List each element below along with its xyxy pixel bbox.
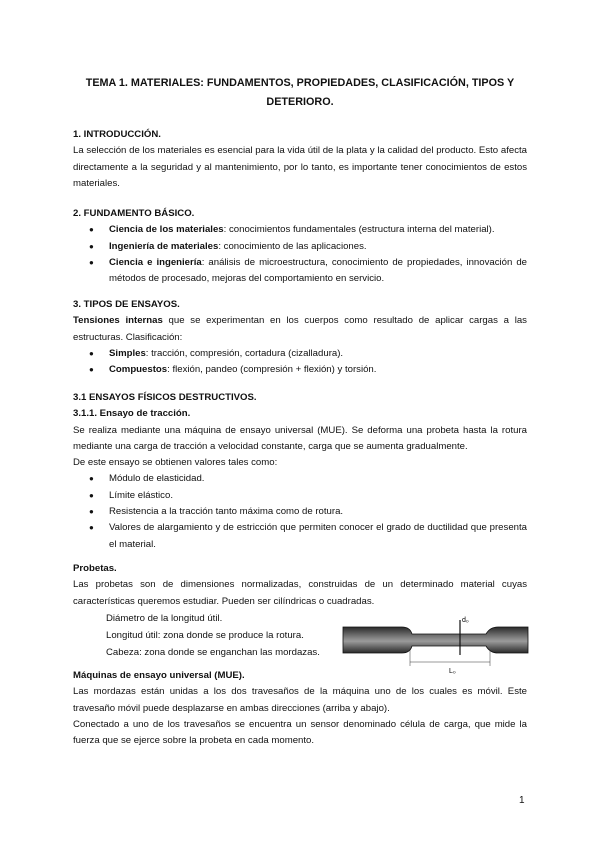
title-line-1: TEMA 1. MATERIALES: FUNDAMENTOS, PROPIEDADES, CLASIFICACIÓN, TIPOS Y (85, 77, 515, 89)
term: Ciencia de los materiales (109, 224, 224, 236)
specimen-shape (343, 627, 528, 653)
section-paragraph: De este ensayo se obtienen valores tales como: (73, 457, 278, 469)
definition: : flexión, pandeo (compresión + flexión) y torsión. (167, 364, 377, 376)
term: Simples (109, 347, 146, 359)
list-item: ● Módulo de elasticidad. (73, 471, 527, 487)
definition: que se experimentan en los cuerpos como resultado de aplicar cargas a las estructuras. Clasificación: (73, 315, 527, 343)
list-item: ● Límite elástico. (73, 488, 527, 504)
diameter-label: d₀ (462, 617, 469, 624)
term: Compuestos (109, 364, 168, 376)
section-ensayos-destructivos (73, 390, 527, 553)
section-paragraph: Las mordazas están unidas a los dos travesaños de la máquina uno de los cuales es móvil. Este travesaño móvil puede desplazarse en ambas direcciones (arriba y abajo). (73, 686, 527, 714)
section-paragraph: Las probetas son de dimensiones normalizadas, construidas de un determinado material cuyas características queremos estudiar. Pueden ser cilíndricas o cuadradas. (73, 579, 527, 607)
term: Tensiones internas (73, 315, 163, 327)
section-mue (73, 668, 527, 749)
list-item (73, 346, 527, 362)
definition: : análisis de microestructura, conocimiento de propiedades, innovación de métodos de procesado, mejoras del comportamiento en servicio. (109, 256, 527, 285)
section-probetas (73, 561, 527, 610)
section-heading: 1. INTRODUCCIÓN. (73, 129, 161, 140)
term: Ingeniería de materiales (109, 240, 219, 252)
list-item (73, 255, 527, 288)
list-item (73, 222, 527, 238)
section-paragraph: Se realiza mediante una máquina de ensayo universal (MUE). Se deforma una probeta hasta la rotura mediante una carga de tracción a velocidad constante, carga que se aumenta gradualmente. (73, 424, 527, 452)
probeta-diagram (340, 610, 530, 676)
page-number: 1 (519, 795, 525, 806)
term: Ciencia e ingeniería (109, 256, 202, 268)
definition: : conocimiento de las aplicaciones. (218, 240, 367, 252)
bullet-list (73, 222, 527, 287)
section-heading: 2. FUNDAMENTO BÁSICO. (73, 208, 195, 219)
list-item: ● Valores de alargamiento y de estricción que permiten conocer el grado de ductilidad que presenta el material. (73, 520, 527, 553)
section-heading: 3.1 ENSAYOS FÍSICOS DESTRUCTIVOS. (73, 392, 257, 403)
list-item (73, 362, 527, 378)
legend-line: Diámetro de la longitud útil. (106, 613, 223, 624)
definition: : conocimientos fundamentales (estructura interna del material). (223, 224, 495, 236)
section-paragraph: La selección de los materiales es esencial para la vida útil de la plata y la calidad del producto. Esto afecta directamente a la seguridad y al mantenimiento, por lo tanto, es importante tener conocimientos de estos materiales. (73, 145, 527, 189)
section-tipos-ensayos (73, 297, 527, 378)
legend-line: Longitud útil: zona donde se produce la rotura. (106, 630, 304, 641)
list-item (73, 239, 527, 255)
definition: : tracción, compresión, cortadura (cizalladura). (145, 347, 344, 359)
length-label: L₀ (449, 668, 456, 675)
list-item: ● Resistencia a la tracción tanto máxima como de rotura. (73, 504, 527, 520)
bullet-list (73, 346, 527, 379)
document-title (80, 74, 520, 112)
bullet-list (73, 471, 527, 552)
probeta-legend (106, 610, 346, 661)
subsection-heading: 3.1.1. Ensayo de tracción. (73, 408, 191, 420)
section-paragraph (73, 313, 527, 346)
section-heading: Máquinas de ensayo universal (MUE). (73, 670, 245, 681)
section-fundamento (73, 206, 527, 287)
title-line-2: DETERIORO. (266, 96, 334, 108)
legend-line: Cabeza: zona donde se enganchan las mordazas. (106, 647, 320, 658)
section-heading: 3. TIPOS DE ENSAYOS. (73, 299, 180, 310)
section-paragraph: Conectado a uno de los travesaños se encuentra un sensor denominado célula de carga, que mide la fuerza que se ejerce sobre la probeta en cada momento. (73, 718, 527, 747)
section-introduccion (73, 127, 527, 192)
section-heading: Probetas. (73, 563, 117, 574)
